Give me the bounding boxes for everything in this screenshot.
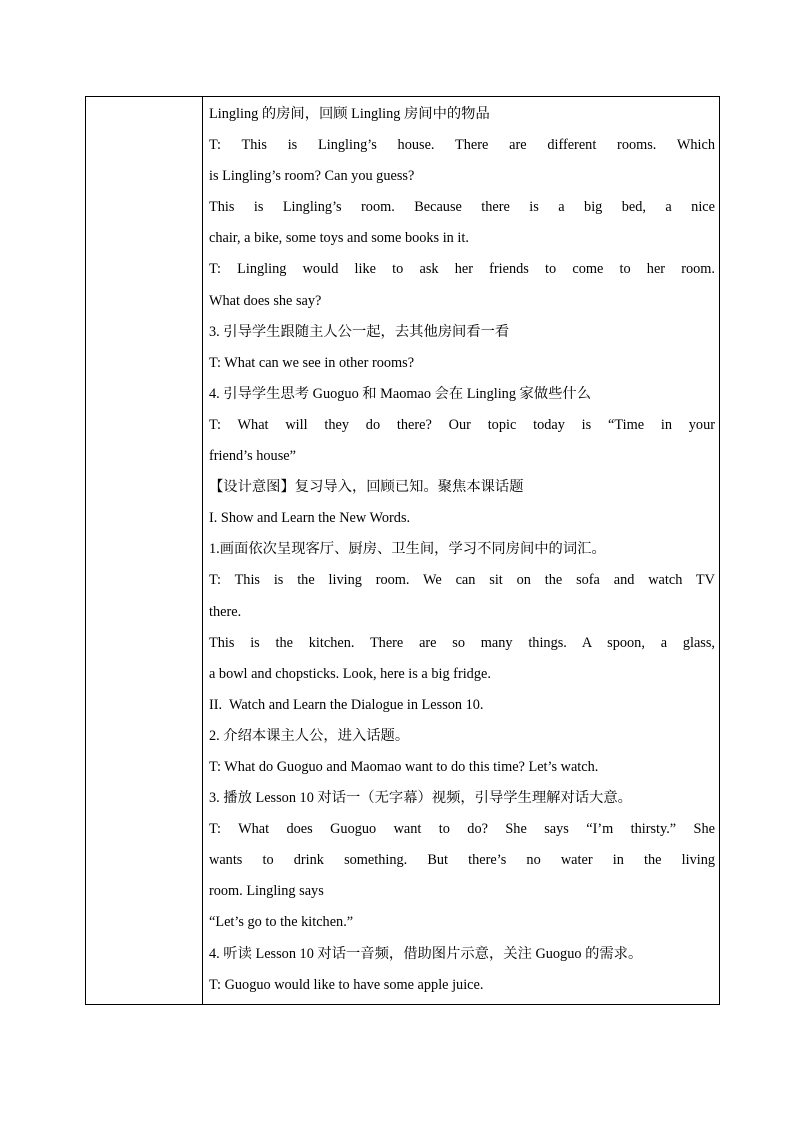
step-label-cell — [86, 97, 203, 1005]
text-line: wants to drink something. But there’s no water in the living — [209, 852, 715, 869]
text-line: What does she say? — [209, 292, 322, 309]
text-line: This is the kitchen. There are so many things. A spoon, a glass, — [209, 634, 715, 651]
text-line: T: What can we see in other rooms? — [209, 354, 415, 371]
table-row — [86, 97, 720, 1005]
text-line: Lingling 的房间，回顾 Lingling 房间中的物品 — [209, 106, 490, 122]
text-line: 4. 听读 Lesson 10 对话一音频，借助图片示意，关注 Guoguo 的需求。 — [209, 945, 643, 962]
text-line: 3. 播放 Lesson 10 对话一（无字幕）视频，引导学生理解对话大意。 — [209, 790, 632, 807]
text-line: 2. 介绍本课主人公，进入话题。 — [209, 727, 410, 744]
text-line: 4. 引导学生思考 Guoguo 和 Maomao 会在 Lingling 家做些什么 — [209, 385, 592, 402]
text-line: T: Guoguo would like to have some apple juice. — [209, 976, 484, 993]
text-line: friend’s house” — [209, 448, 296, 465]
text-line: is Lingling’s room? Can you guess? — [209, 168, 415, 185]
text-line: T: What do Guoguo and Maomao want to do this time? Let’s watch. — [209, 758, 599, 775]
text-line: T: What does Guoguo want to do? She says “I’m thirsty.” She — [209, 821, 715, 838]
text-line: T: This is Lingling’s house. There are different rooms. Which — [209, 137, 715, 154]
text-line: This is Lingling’s room. Because there is a big bed, a nice — [209, 199, 715, 216]
text-line: chair, a bike, some toys and some books in it. — [209, 230, 469, 247]
lesson-plan-table — [85, 96, 720, 1005]
text-line: 3. 引导学生跟随主人公一起，去其他房间看一看 — [209, 323, 510, 340]
text-line: T: What will they do there? Our topic today is “Time in your — [209, 416, 715, 433]
text-line: a bowl and chopsticks. Look, here is a big fridge. — [209, 665, 491, 682]
text-line: T: Lingling would like to ask her friends to come to her room. — [209, 261, 715, 278]
text-line: T: This is the living room. We can sit on the sofa and watch TV — [209, 572, 715, 589]
text-line: room. Lingling says — [209, 883, 324, 900]
text-line: 【设计意图】复习导入，回顾已知。聚焦本课话题 — [209, 479, 524, 496]
text-line: “Let’s go to the kitchen.” — [209, 914, 354, 931]
text-line: there. — [209, 603, 242, 620]
text-line: II. Watch and Learn the Dialogue in Lesson 10. — [209, 696, 484, 713]
text-line: I. Show and Learn the New Words. — [209, 510, 411, 527]
text-line: 1.画面依次呈现客厅、厨房、卫生间，学习不同房间中的词汇。 — [209, 541, 606, 558]
procedure-cell — [203, 97, 720, 1005]
